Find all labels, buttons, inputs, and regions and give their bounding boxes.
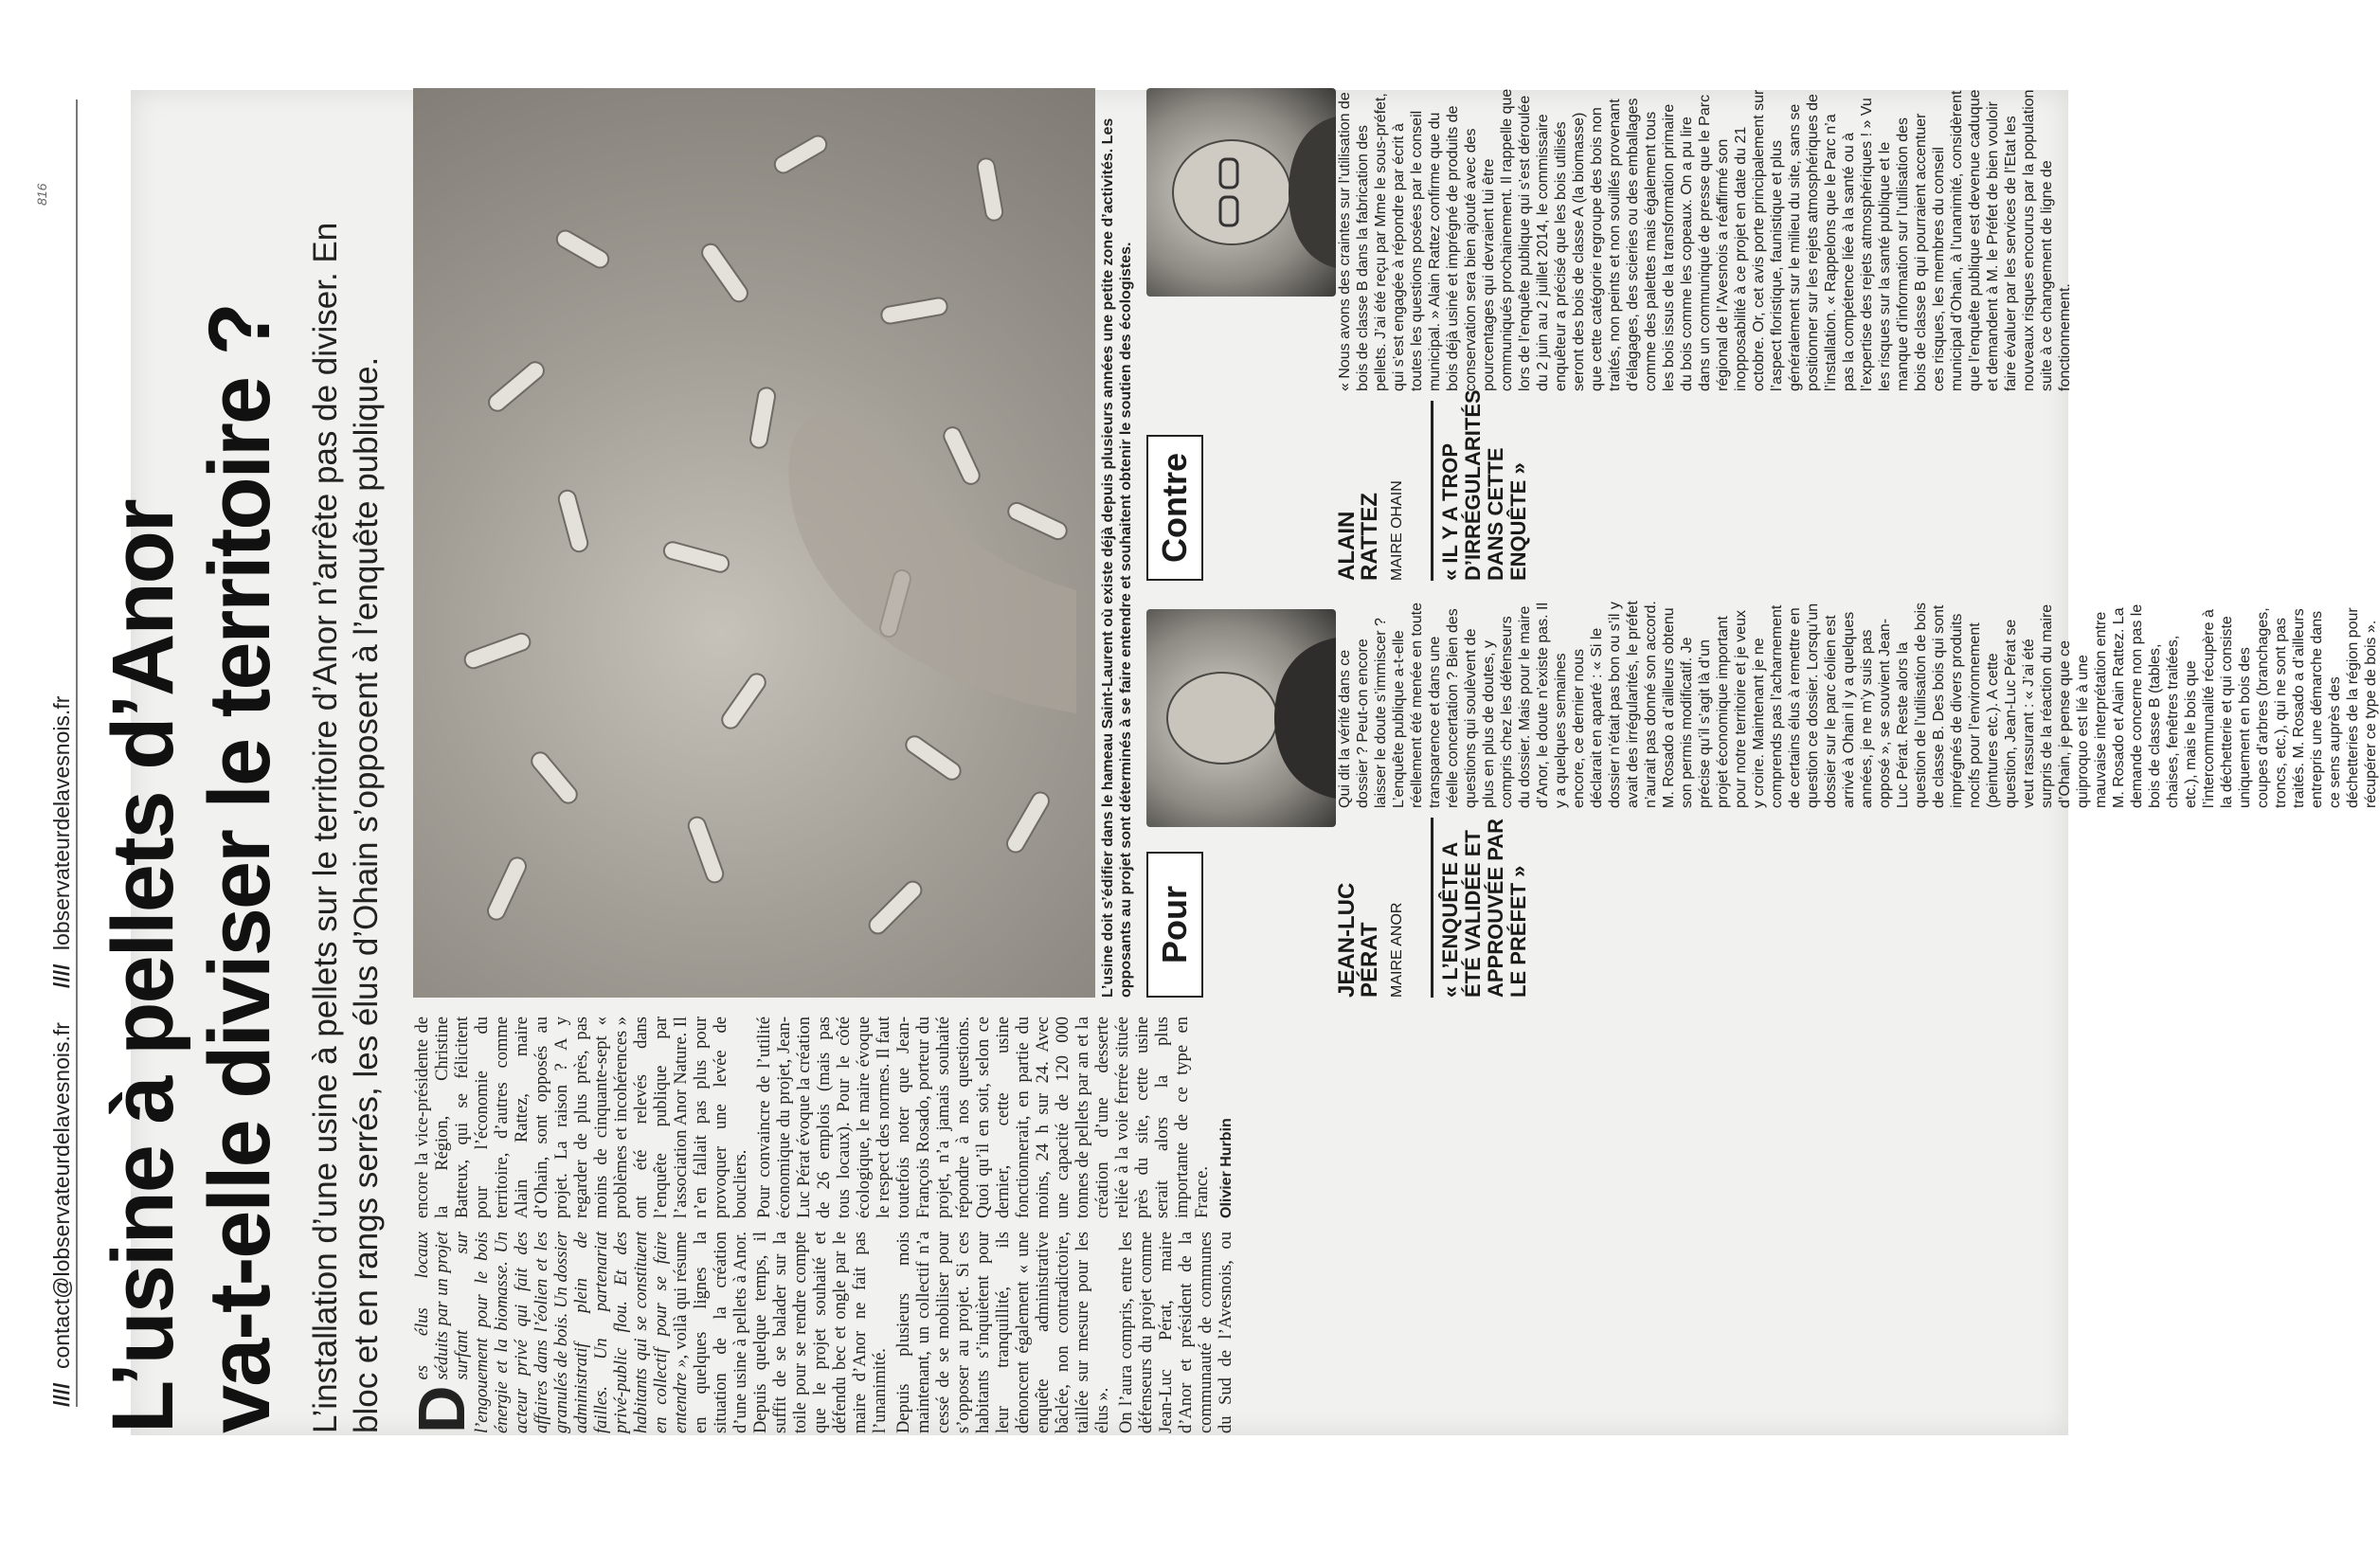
pour-section <box>1146 600 2379 998</box>
pour-tag: Pour <box>1146 852 1203 998</box>
portrait-illustration <box>1146 88 1336 297</box>
contre-section <box>1146 88 2073 581</box>
headline-line-2: va-t-elle diviser le territoire ? <box>191 304 288 1433</box>
drop-cap: D <box>405 1385 478 1433</box>
masthead-slashes: //// <box>48 963 74 989</box>
quote-text: Qui dit la vérité dans ce dossier ? Peut-on encore laisser le doute s’immiscer ? L’enquête publique a-t-elle réellement été menée en toute transparence et dans une réelle concertation ? Bien des questions qui soulèvent de plus en plus de doutes, y compris chez les défenseurs du dossier. Mais pour le maire d’Anor, le doute n’existe pas. Il y a quelques semaines encore, ce dernier nous déclarait en aparté : « Si le dossier n’était pas bon ou s’il y avait des irrégularités, le préfet n’aurait pas donné son accord. M. Rosado a d’ailleurs obtenu son permis modificatif. Je précise qu’il s’agit là d’un projet économique important pour notre territoire et je veux y croire. Maintenant je ne comprends pas l’acharnement de certains élus à remettre en question ce dossier. Lorsqu’un dossier sur le parc éolien est arrivé à Ohain il y a quelques années, je ne m’y suis pas opposé », se souvient Jean-Luc Pérat. Reste alors la question de l’utilisation de bois de classe B. Des bois qui sont imprégnés de divers produits nocifs pour l’environnement (peintures etc.). A cette question, Jean-Luc Pérat se veut rassurant : « J’ai été surpris de la réaction du maire d’Ohain, je pense que ce quiproquo est lié à une mauvaise interprétation entre M. Rosado et Alain Rattez. La demande concerne non pas le bois de classe B (tables, chaises, fenêtres traitées, etc.), mais le bois que l’intercommunalité récupère à la déchetterie et qui consiste uniquement en bois des coupes d’arbres (branchages, troncs, etc.), qui ne sont pas traités. M. Rosado a d’ailleurs entrepris une démarche dans ce sens auprès des déchetteries de la région pour récupérer ce type de bois ». <box>1337 601 2379 808</box>
article-body <box>405 1017 1910 1433</box>
article-paragraph: Pour convaincre de l’utilité économique du projet, Jean-Luc Pérat évoque la création de 26 emplois (mais pas tous locaux). Pour le côté écologique, le maire évoque le respect des normes. Il faut toutefois noter que Jean-François Rosado, porteur du projet, n’a jamais souhaité répondre à nos questions. Quoi qu’il en soit, selon ce dernier, cette usine fonctionnerait, en partie du moins, 24 h sur 24. Avec une capacité de 120 000 tonnes de pellets par an et la création d’une desserte reliée à la voie ferrée située près du site, cette usine serait alors la plus importante de ce type en France. <box>755 1017 1212 1218</box>
article-paragraph: , voilà qui résume en quelques lignes la situation de la création d’une usine à pellets à Anor. Depuis quelque temps, il suffit de se balader sur la toile pour se rendre compte que le projet souhaité et défendu bec et ongle par le maire d’Anor ne fait pas l’unanimité. <box>672 1232 890 1433</box>
jean-luc-perat-photo <box>1146 609 1336 827</box>
article-standfirst: L’installation d’une usine à pellets sur le territoire d’Anor n’arrête pas de diviser. En bloc et en rangs serrés, les élus d’Ohain s’opposent à l’enquête publique. <box>307 222 385 1433</box>
masthead-site: lobservateurdelavesnois.fr <box>48 695 74 951</box>
photo-caption: L’usine doit s’édifier dans le hameau Saint-Laurent où existe déjà depuis plusieurs années une petite zone d’activités. Les opposants au projet sont déterminés à se faire entendre et souhaitent obtenir le soutien des écologistes. <box>1100 117 1134 998</box>
masthead-line <box>34 99 78 1407</box>
page-stamp: 816 <box>34 183 49 206</box>
person-name: ALAIN RATTEZ <box>1334 493 1382 581</box>
article-paragraph: Depuis plusieurs mois maintenant, un collectif n’a cessé de se mobiliser pour s’opposer au projet. Si ces habitants s’inquiètent pour leur tranquillité, ils dénoncent également « une enquête administrative bâclée, non contradictoire, taillée sur mesure pour les élus ». <box>894 1232 1112 1433</box>
person-name: JEAN-LUC PÉRAT <box>1334 882 1382 998</box>
masthead-slashes: //// <box>48 1382 74 1407</box>
quote-headline: « IL Y A TROP D’IRRÉGULARITÉS DANS CETTE ENQUÊTE » <box>1431 401 1530 581</box>
contre-tag: Contre <box>1146 435 1203 581</box>
pellets-photo <box>413 88 1095 998</box>
alain-rattez-photo <box>1146 88 1336 297</box>
portrait-illustration <box>1146 609 1336 827</box>
article-lead: es élus locaux séduits par un projet surfant sur l’engouement pour le bois énergie et la biomasse. Un acteur privé qui fait des affaires dans l’éolien et les granulés de bois. Un dossier administratif plein de failles. Un partenariat privé-public flou. Et des habitants qui se constituent en collectif pour se faire entendre » <box>413 1232 691 1433</box>
quote-headline: « L’ENQUÊTE A ÉTÉ VALIDÉE ET APPROUVÉE PAR LE PRÉFET » <box>1431 818 1530 998</box>
person-role: MAIRE OHAIN <box>1389 480 1405 581</box>
author-signature: Olivier Hurbin <box>1218 1118 1235 1218</box>
headline-line-1: L’usine à pellets d’Anor <box>95 500 191 1433</box>
quote-text: « Nous avons des craintes sur l’utilisation de bois de classe B dans la fabrication des pellets. J’ai été reçu par Mme le sous-préfet, qui s’est engagée à répondre par écrit à toutes les questions posées par le conseil municipal. » Alain Rattez confirme que du bois déjà usiné et imprégné de produits de conservation sera bien ajouté avec des pourcentages qui devraient lui être communiqués prochainement. Il rappelle que lors de l’enquête publique qui s’est déroulée du 2 juin au 2 juillet 2014, le commissaire enquêteur a précisé que les bois utilisés seront des bois de classe A (la biomasse) que cette catégorie regroupe des bois non traités, non peints et non souillés provenant d’élagages, des scieries ou des emballages comme des palettes mais également tous les bois issus de la transformation primaire du bois comme les copeaux. On a pu lire dans un communiqué de presse que le Parc régional de l’Avesnois a réaffirmé son inopposabilité à ce projet en date du 21 octobre. Or, cet avis porte principalement sur l’aspect floristique, faunistique et plus généralement sur le milieu du site, sans se positionner sur les rejets atmosphériques de l’installation. « Rappelons que le Parc n’a pas la compétence liée à la santé ou à l’expertise des rejets atmosphériques ! » Vu les risques sur la santé publique et le manque d’information sur l’utilisation des bois de classe B qui pourraient accentuer ces risques, les membres du conseil municipal d’Ohain, à l’unanimité, considèrent que l’enquête publique est devenue caduque et demandent à M. le Préfet de bien vouloir faire évaluer par les services de l’Etat les nouveaux risques encourus par la population suite à ce changement de ligne de fonctionnement. <box>1337 88 2073 391</box>
person-role: MAIRE ANOR <box>1389 902 1405 998</box>
masthead-email: contact@lobservateurdelavesnois.fr <box>48 1022 74 1370</box>
pellets-photo-illustration <box>413 88 1095 998</box>
article-paragraph: On l’aura compris, entre les défenseurs du projet comme Jean-Luc Pérat, maire d’Anor et président de la communauté de communes du Sud de l’Avesnois, ou encore la vice-présidente de la Région, Christine Batteux, qui se félicitent pour l’économie du territoire, d’autres comme Alain Rattez, maire d’Ohain, sont opposés au projet. La raison ? A y regarder de plus près, pas moins de cinquante-sept « problèmes et incohérences » ont été relevés dans l’enquête publique par l’association Anor Nature. Il n’en fallait pas plus pour provoquer une levée de boucliers. <box>413 1017 1235 1433</box>
article-headline <box>95 88 288 1433</box>
